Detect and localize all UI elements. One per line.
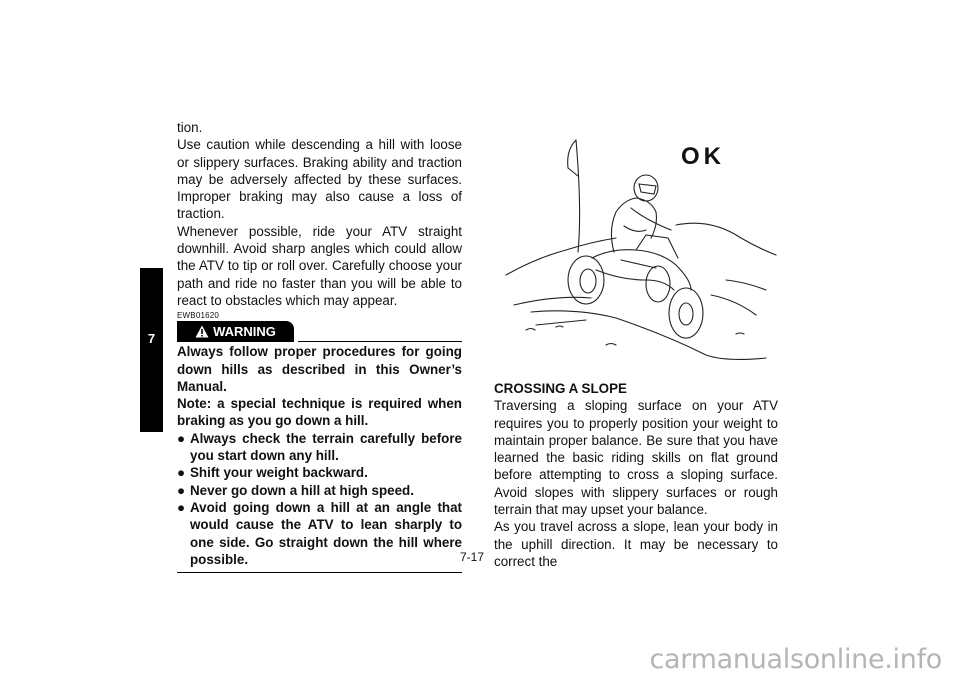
bullet-icon: ● bbox=[177, 465, 186, 481]
illustration-ok-label: OK bbox=[681, 143, 725, 170]
warning-list-text: Shift your weight backward. bbox=[190, 465, 368, 481]
section-heading: CROSSING A SLOPE bbox=[494, 381, 627, 396]
warning-header bbox=[177, 321, 462, 343]
warning-list-item bbox=[177, 499, 462, 568]
chapter-number: 7 bbox=[147, 331, 156, 346]
body-paragraph: As you travel across a slope, lean your body in the uphill direction. It may be necessary to correct the bbox=[494, 519, 778, 569]
intro-paragraph: Whenever possible, ride your ATV straight downhill. Avoid sharp angles which could allow the ATV to tip or roll over. Carefully choose your path and ride no faster than you will be able to react to obstacles which may appear. bbox=[177, 223, 462, 308]
bullet-icon: ● bbox=[177, 430, 186, 446]
warning-list-item bbox=[177, 430, 462, 465]
warning-list bbox=[177, 430, 462, 568]
warning-list-item bbox=[177, 482, 462, 499]
intro-paragraph: tion. bbox=[177, 120, 203, 135]
warning-rule bbox=[298, 341, 462, 342]
warning-text: Note: a special technique is required when braking as you go down a hill. bbox=[177, 396, 462, 429]
warning-list-text: Never go down a hill at high speed. bbox=[190, 482, 414, 498]
bullet-icon: ● bbox=[177, 482, 186, 498]
right-column bbox=[494, 380, 778, 570]
body-paragraph: Traversing a sloping surface on your ATV requires you to properly position your weight to maintain proper balance. Be sure that you have learned the basic riding skills on flat ground before attempting to cross a sloping surface. Avoid slopes with slippery surfaces or rough terrain that may upset your balance. bbox=[494, 398, 778, 518]
warning-text: Always follow proper procedures for going down hills as described in this Owner’s Manual. bbox=[177, 344, 462, 394]
chapter-tab bbox=[140, 268, 163, 432]
warning-list-text: Always check the terrain carefully before you start down any hill. bbox=[190, 430, 462, 464]
warning-body bbox=[177, 343, 462, 568]
warning-list-item bbox=[177, 464, 462, 481]
warning-list-text: Avoid going down a hill at an angle that would cause the ATV to lean sharply to one side. Go straight down the hill where possible. bbox=[190, 499, 462, 567]
left-column bbox=[177, 119, 462, 573]
bullet-icon: ● bbox=[177, 499, 186, 515]
warning-end-rule bbox=[177, 572, 462, 573]
warning-badge bbox=[177, 321, 294, 342]
warning-label: WARNING bbox=[213, 324, 276, 340]
intro-paragraph: Use caution while descending a hill with loose or slippery surfaces. Braking ability and traction may be adversely affected by these surfaces. Improper braking may also cause a loss of traction. bbox=[177, 137, 462, 222]
watermark: carmanualsonline.info bbox=[649, 644, 942, 675]
warning-code: EWB01620 bbox=[177, 311, 220, 321]
page-number: 7-17 bbox=[460, 550, 485, 564]
warning-triangle-icon bbox=[195, 325, 209, 338]
atv-downhill-illustration bbox=[496, 130, 781, 365]
